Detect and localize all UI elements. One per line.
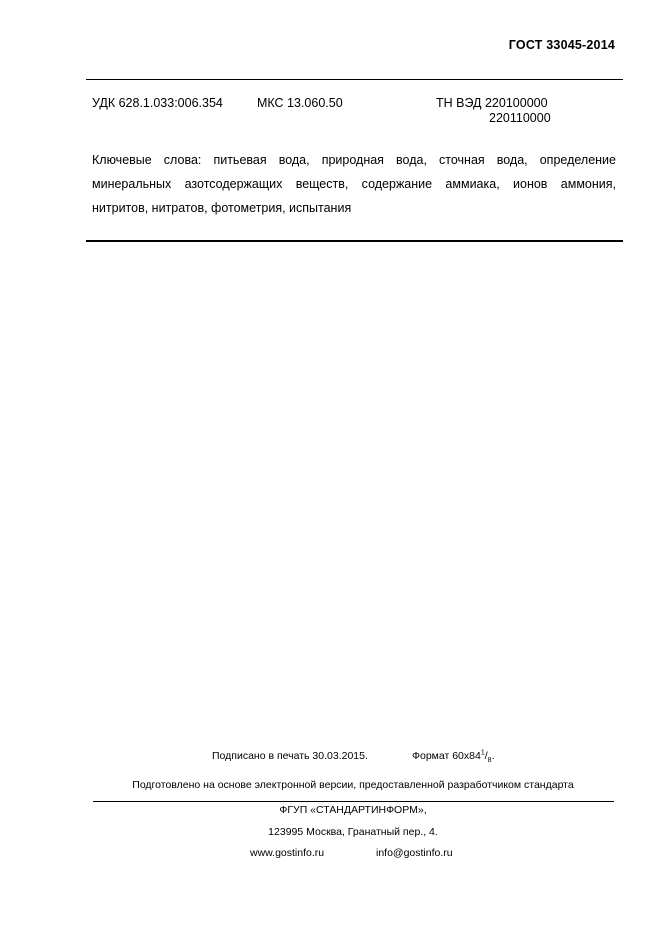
website-link[interactable]: www.gostinfo.ru xyxy=(250,847,325,859)
format-label: Формат 60x84 xyxy=(412,750,481,762)
email-link[interactable]: info@gostinfo.ru xyxy=(376,847,453,859)
format-denominator: 8 xyxy=(487,757,492,765)
middle-divider xyxy=(86,240,623,242)
document-code: ГОСТ 33045-2014 xyxy=(508,38,615,52)
format-end: . xyxy=(491,750,495,762)
tnved-code-1: ТН ВЭД 220100000 xyxy=(436,96,548,110)
tnved-code-2: 220110000 xyxy=(489,111,551,125)
bottom-divider xyxy=(93,801,614,802)
prepared-note: Подготовлено на основе электронной версии, предоставленной разработчиком стандарта xyxy=(132,779,574,791)
signed-date: Подписано в печать 30.03.2015. xyxy=(212,750,368,762)
publisher-address: 123995 Москва, Гранатный пер., 4. xyxy=(268,826,438,838)
keywords-paragraph: Ключевые слова: питьевая вода, природная вода, сточная вода, определение минеральных азотсодержащих веществ, содержание аммиака, ионов аммония, нитритов, нитратов, фотометрия, испытания xyxy=(92,153,616,215)
paper-format: Формат $60x84^1/_8$. xyxy=(412,749,495,765)
publisher-name: ФГУП «СТАНДАРТИНФОРМ», xyxy=(279,804,427,816)
udk-code: УДК 628.1.033:006.354 xyxy=(92,96,223,110)
format-numerator: 1 xyxy=(480,749,485,757)
top-divider xyxy=(86,79,623,80)
mks-code: МКС 13.060.50 xyxy=(257,96,343,110)
